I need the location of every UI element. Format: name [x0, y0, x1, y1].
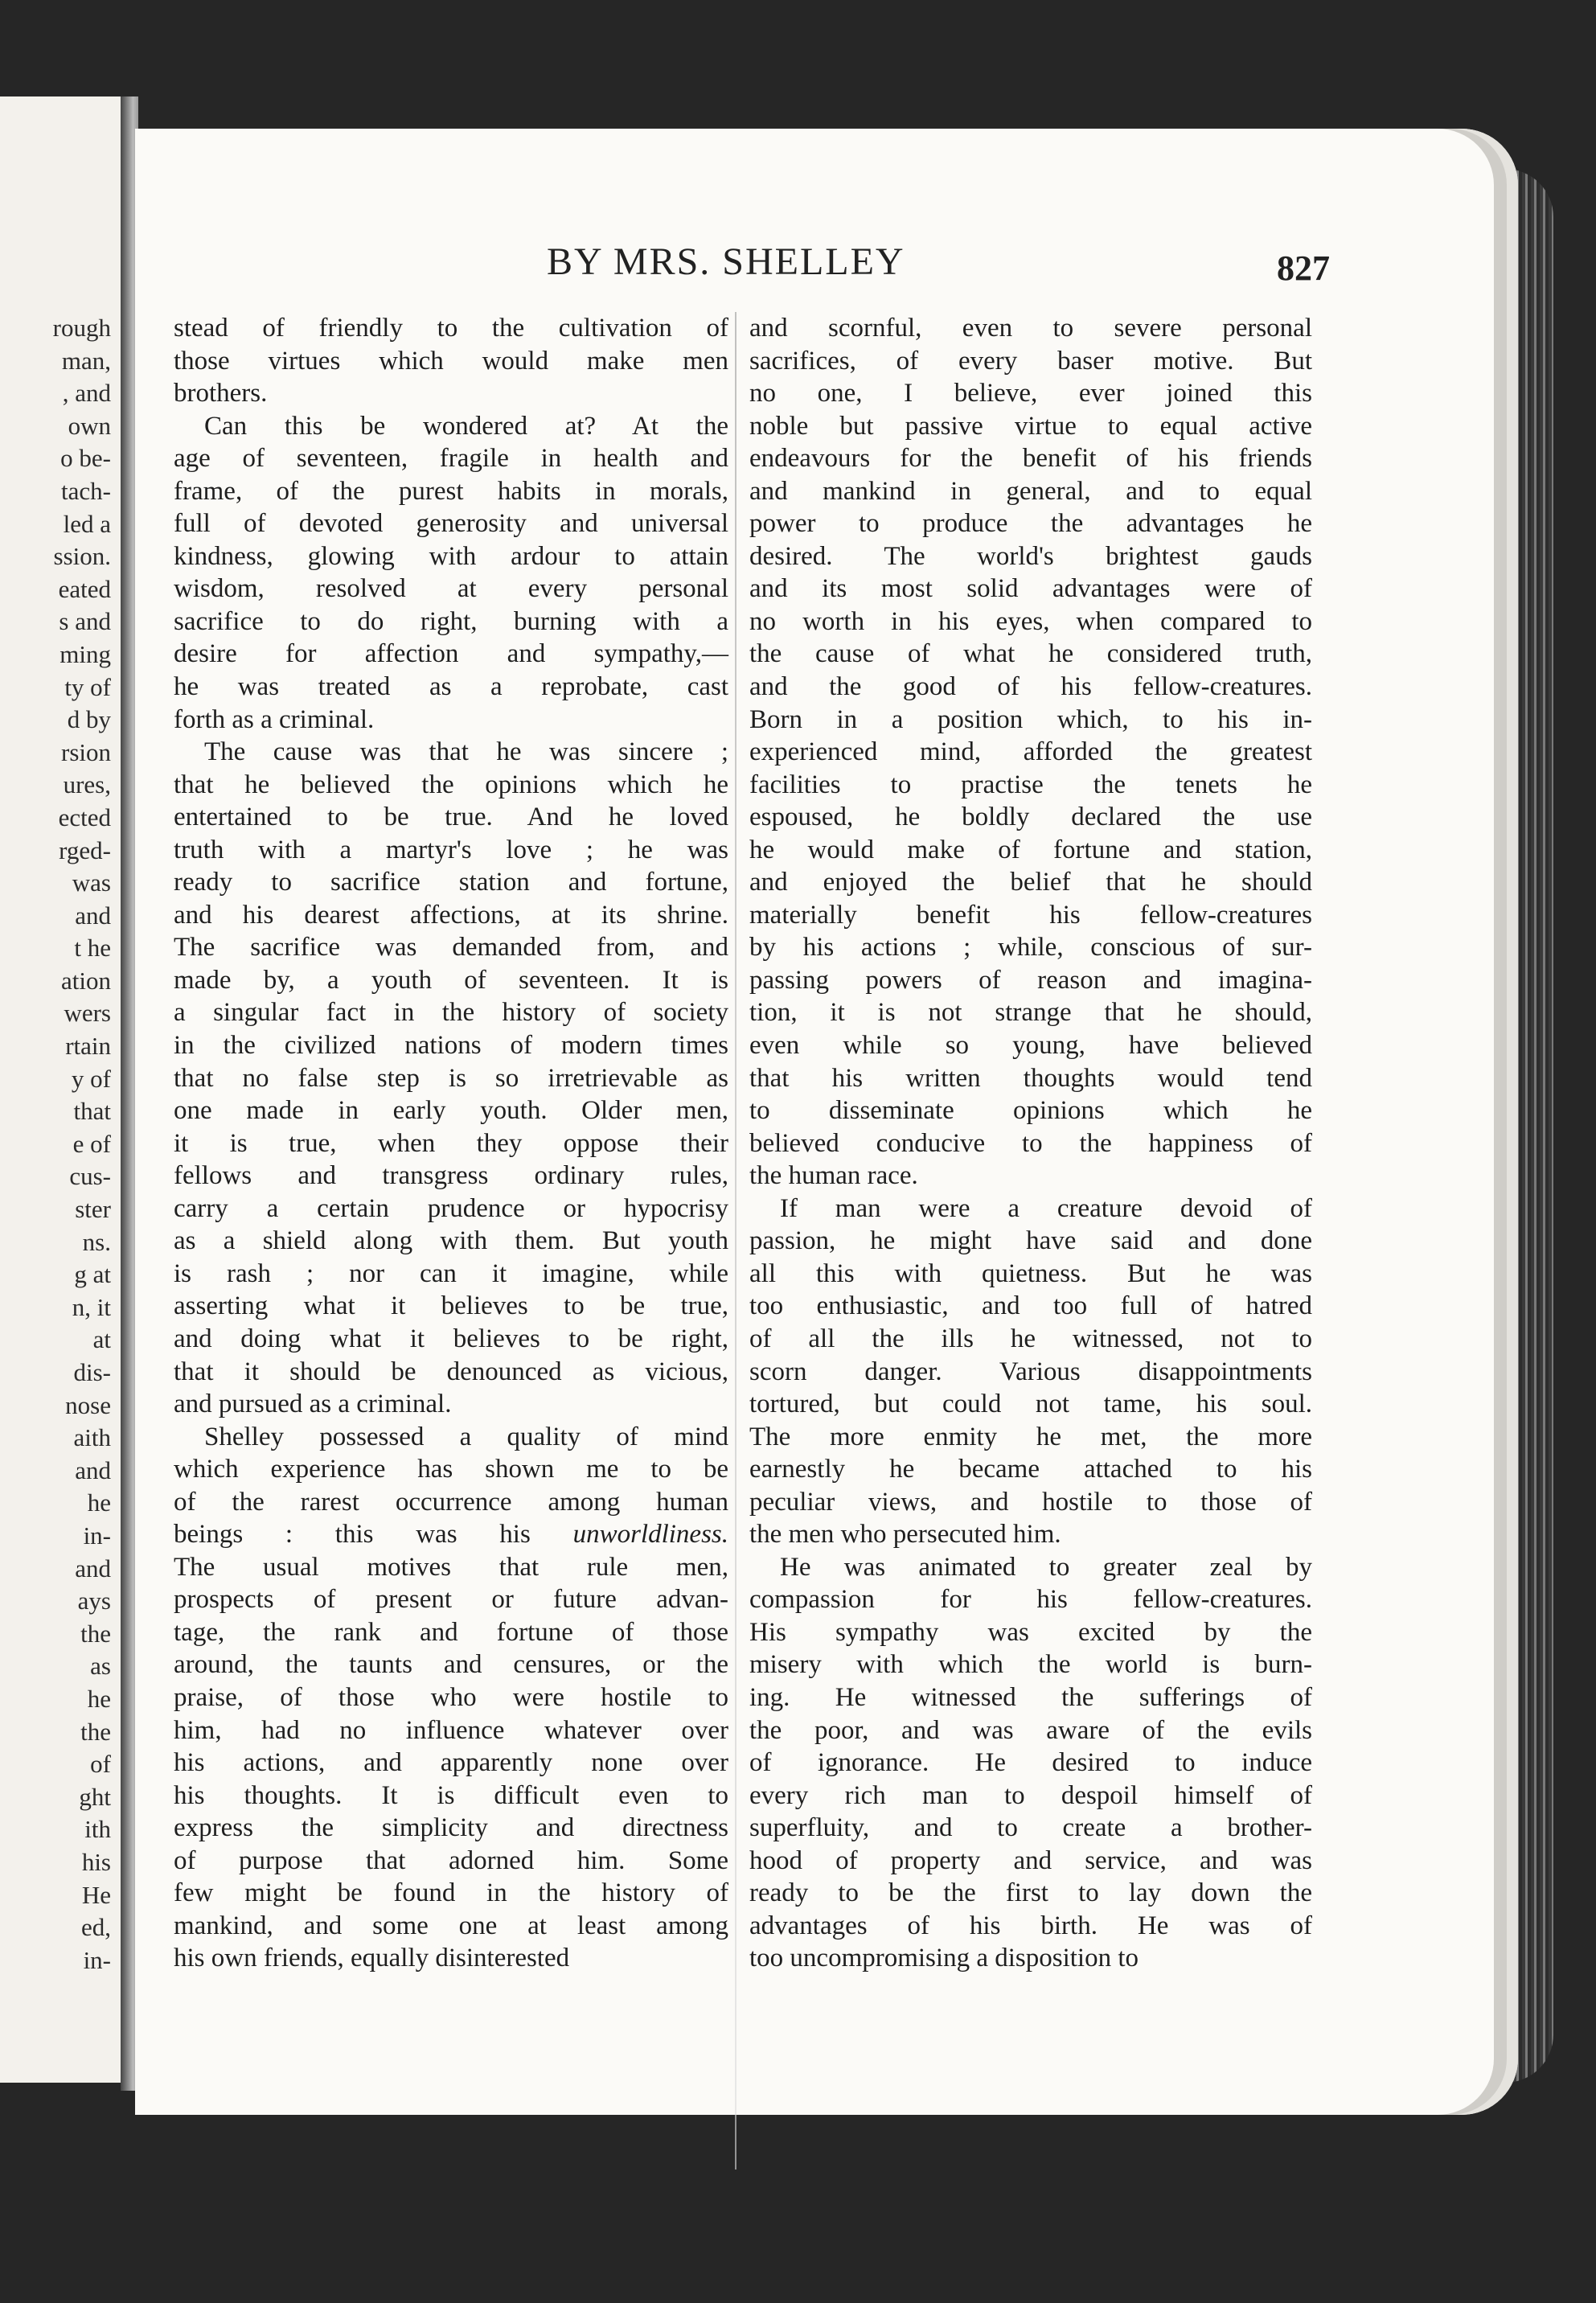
text-line-content: that his written thoughts would tend: [749, 1063, 1312, 1093]
text-line: [749, 638, 1312, 671]
text-line-content: the poor, and was aware of the evils: [749, 1715, 1312, 1745]
text-line-content: believed conducive to the happiness of: [749, 1128, 1312, 1158]
text-line: [174, 1616, 728, 1649]
text-line: [174, 1160, 728, 1193]
text-line-content: He was animated to greater zeal by: [780, 1552, 1312, 1582]
facing-page-line: that: [73, 1097, 111, 1126]
text-line-content: too enthusiastic, and too full of hatred: [749, 1291, 1312, 1321]
facing-page-line: ed,: [80, 1913, 111, 1942]
facing-page-line: ation: [61, 966, 111, 995]
text-line: [749, 1518, 1312, 1551]
facing-page-line: d by: [67, 705, 111, 734]
text-line: [174, 866, 728, 899]
text-line: [749, 834, 1312, 867]
text-line-content: and its most solid advantages were of: [749, 574, 1312, 604]
facing-page-line: nose: [65, 1390, 111, 1419]
text-line-content: and his dearest affections, at its shrine.: [174, 900, 728, 930]
facing-page-line: the: [80, 1717, 111, 1746]
text-line: [174, 1714, 728, 1747]
text-line-content: The more enmity he met, the more: [749, 1422, 1312, 1451]
text-line: [749, 540, 1312, 573]
text-line: [749, 1648, 1312, 1681]
text-line-content: experienced mind, afforded the greatest: [749, 737, 1312, 767]
facing-page-line: and: [75, 1455, 111, 1484]
text-line: [749, 1160, 1312, 1193]
text-line: [749, 1714, 1312, 1747]
text-line: [174, 769, 728, 802]
text-line-content: the men who persecuted him.: [749, 1520, 1061, 1550]
text-line: [174, 931, 728, 964]
text-line: [174, 475, 728, 508]
text-line-content: fellows and transgress ordinary rules,: [174, 1161, 728, 1191]
text-line: [749, 1323, 1312, 1356]
text-line: [174, 1193, 728, 1225]
text-line: [174, 1029, 728, 1062]
text-line-content: sacrifice to do right, burning with a: [174, 606, 728, 636]
text-line: [174, 1780, 728, 1812]
text-line-content: mankind, and some one at least among: [174, 1911, 728, 1940]
text-line: [749, 442, 1312, 475]
text-line-content: tage, the rank and fortune of those: [174, 1617, 728, 1647]
text-line: [749, 1127, 1312, 1160]
text-line: [174, 507, 728, 540]
text-line-content: stead of friendly to the cultivation of: [174, 314, 728, 343]
text-line-content: no worth in his eyes, when compared to: [749, 606, 1312, 636]
text-line: [174, 801, 728, 834]
facing-page-line: rtain: [65, 1032, 111, 1061]
facing-page-line: , and: [62, 379, 111, 408]
text-line: [749, 1877, 1312, 1910]
text-line-content: made by, a youth of seventeen. It is: [174, 965, 728, 995]
text-line-content: his own friends, equally disinterested: [174, 1944, 570, 1973]
facing-page-line: eated: [58, 574, 111, 603]
text-line-content: tortured, but could not tame, his soul.: [749, 1390, 1312, 1419]
italic-word: unworldliness.: [572, 1520, 729, 1550]
text-line-content: passing powers of reason and imagina-: [749, 965, 1312, 995]
text-line-content: and scornful, even to severe personal: [749, 314, 1312, 343]
text-line-content: truth with a martyr's love ; he was: [174, 835, 728, 864]
text-line: [174, 573, 728, 606]
facing-page-line: ures,: [63, 770, 111, 799]
text-line-content: misery with which the world is burn-: [749, 1650, 1312, 1680]
facing-page-line: y of: [71, 1064, 111, 1093]
text-line: [749, 1388, 1312, 1421]
text-line-content: prospects of present or future advan-: [174, 1585, 728, 1615]
text-line-content: of the rarest occurrence among human: [174, 1487, 728, 1517]
text-line: [749, 736, 1312, 769]
text-line: [174, 834, 728, 867]
text-line-content: His sympathy was excited by the: [749, 1617, 1312, 1647]
facing-page-line: rged-: [59, 835, 111, 864]
text-line: [749, 769, 1312, 802]
text-line-content: noble but passive virtue to equal active: [749, 411, 1312, 441]
text-line: [174, 638, 728, 671]
text-line: [749, 507, 1312, 540]
book-page: [135, 129, 1518, 2115]
text-line: [174, 964, 728, 997]
text-line: [749, 1747, 1312, 1780]
text-line-content: that he believed the opinions which he: [174, 770, 728, 799]
text-line-content: If man were a creature devoid of: [780, 1193, 1312, 1223]
facing-page-line: wers: [64, 999, 111, 1028]
facing-page-line: ght: [79, 1782, 111, 1811]
text-line-content: around, the taunts and censures, or the: [174, 1650, 728, 1680]
text-line-content: age of seventeen, fragile in health and: [174, 444, 728, 474]
text-line: [749, 1258, 1312, 1291]
text-line-content: it is true, when they oppose their: [174, 1128, 728, 1158]
text-line-content: brothers.: [174, 379, 268, 408]
facing-page-line: of: [90, 1750, 111, 1779]
text-line-content: and mankind in general, and to equal: [749, 476, 1312, 506]
text-line-content: materially benefit his fellow-creatures: [749, 900, 1312, 930]
text-line-content: him, had no influence whatever over: [174, 1715, 728, 1745]
text-line: [174, 377, 728, 410]
facing-page-line: rough: [52, 314, 111, 342]
text-line: [749, 1616, 1312, 1649]
text-line: [174, 736, 728, 769]
text-line: [174, 1681, 728, 1714]
text-line: [174, 606, 728, 638]
text-line-content: desire for affection and sympathy,—: [174, 639, 728, 669]
text-line: [749, 1290, 1312, 1323]
text-line-content: and the good of his fellow-creatures.: [749, 672, 1312, 702]
text-line: [749, 866, 1312, 899]
facing-page-line: ssion.: [53, 542, 111, 571]
text-line: [174, 540, 728, 573]
text-line-content: as a shield along with them. But youth: [174, 1226, 728, 1256]
facing-page-line: ith: [84, 1815, 111, 1844]
facing-page-line: as: [90, 1652, 111, 1681]
text-line-content: superfluity, and to create a brother-: [749, 1813, 1312, 1843]
facing-page-text: [53, 312, 111, 1977]
text-line-content: all this with quietness. But he was: [749, 1258, 1312, 1288]
facing-page-line: man,: [61, 346, 111, 375]
text-line: [749, 996, 1312, 1029]
text-line-content: wisdom, resolved at every personal: [174, 574, 728, 604]
text-line: [749, 1681, 1312, 1714]
facing-page-line: rsion: [61, 737, 111, 766]
text-line-content: of ignorance. He desired to induce: [749, 1748, 1312, 1778]
facing-page-line: ming: [59, 639, 111, 668]
text-line-content: and doing what it believes to be right,: [174, 1324, 728, 1353]
text-line: [749, 1094, 1312, 1127]
text-line-content: he would make of fortune and station,: [749, 835, 1312, 864]
text-line-content: power to produce the advantages he: [749, 509, 1312, 539]
text-line: [749, 899, 1312, 932]
text-line: [749, 1845, 1312, 1878]
text-line: [749, 410, 1312, 443]
text-line: [174, 704, 728, 737]
text-line: [174, 671, 728, 704]
facing-page-line: and: [75, 1554, 111, 1583]
text-line: [174, 1356, 728, 1389]
facing-page-line: he: [87, 1488, 111, 1517]
text-line: [749, 1062, 1312, 1095]
text-line-content: facilities to practise the tenets he: [749, 770, 1312, 799]
text-line: [174, 1323, 728, 1356]
text-line: [749, 1225, 1312, 1258]
text-line-content: praise, of those who were hostile to: [174, 1682, 728, 1712]
text-line: [174, 345, 728, 378]
text-line-content: forth as a criminal.: [174, 704, 375, 734]
text-line-content: sacrifices, of every baser motive. But: [749, 346, 1312, 376]
text-line-content: carry a certain prudence or hypocrisy: [174, 1193, 728, 1223]
facing-page-line: n, it: [72, 1292, 111, 1321]
facing-page-line: ster: [75, 1195, 111, 1224]
facing-page-line: and: [75, 901, 111, 930]
text-line: [749, 1551, 1312, 1584]
text-line: [749, 704, 1312, 737]
text-line-content: The usual motives that rule men,: [174, 1552, 728, 1582]
text-line: [174, 1942, 728, 1975]
text-line: [174, 1094, 728, 1127]
text-line-content: that no false step is so irretrievable as: [174, 1063, 728, 1093]
text-line-content: in the civilized nations of modern times: [174, 1031, 728, 1061]
text-line-content: Born in a position which, to his in-: [749, 704, 1312, 734]
text-line-content: endeavours for the benefit of his friends: [749, 444, 1312, 474]
text-column-left: [174, 312, 728, 1975]
facing-page-line: was: [72, 868, 111, 897]
text-line-content: too uncompromising a disposition to: [749, 1944, 1139, 1973]
text-line: [174, 996, 728, 1029]
facing-page-line: e of: [72, 1129, 111, 1158]
text-line-content: of all the ills he witnessed, not to: [749, 1324, 1312, 1353]
text-line: [749, 312, 1312, 345]
text-line-content: of purpose that adorned him. Some: [174, 1845, 728, 1875]
text-line: [749, 964, 1312, 997]
text-line: [749, 1356, 1312, 1389]
text-line-content: passion, he might have said and done: [749, 1226, 1312, 1256]
facing-page-line: in-: [83, 1945, 111, 1974]
text-line-content: ready to be the first to lay down the: [749, 1878, 1312, 1908]
facing-page-line: ays: [77, 1587, 111, 1615]
text-line-content: the human race.: [749, 1161, 918, 1191]
text-line: [174, 1648, 728, 1681]
facing-page-line: ected: [58, 803, 111, 831]
running-head-title: BY MRS. SHELLEY: [547, 240, 905, 283]
facing-page-line: tach-: [61, 476, 111, 505]
facing-page-line: s and: [59, 607, 111, 636]
text-line: [174, 899, 728, 932]
text-line-content: The sacrifice was demanded from, and: [174, 933, 728, 963]
text-line-content: which experience has shown me to be: [174, 1455, 728, 1484]
facing-page-line: t he: [74, 934, 111, 963]
text-line: [174, 1290, 728, 1323]
text-line: [749, 1453, 1312, 1486]
text-line: [174, 1551, 728, 1584]
text-line-content: Shelley possessed a quality of mind: [204, 1422, 728, 1451]
text-line-content: his thoughts. It is difficult even to: [174, 1780, 728, 1810]
text-line-content: those virtues which would make men: [174, 346, 728, 376]
text-line-content: full of devoted generosity and universal: [174, 509, 728, 539]
facing-page-line: He: [81, 1880, 111, 1909]
facing-page-line: in-: [83, 1521, 111, 1550]
text-line-content: one made in early youth. Older men,: [174, 1096, 728, 1126]
text-line: [174, 1845, 728, 1878]
facing-page-line: he: [87, 1684, 111, 1713]
text-line-content: frame, of the purest habits in morals,: [174, 476, 728, 506]
text-line: [174, 1812, 728, 1845]
text-line-content: Can this be wondered at? At the: [204, 411, 728, 441]
text-line-content: and pursued as a criminal.: [174, 1390, 452, 1419]
text-line: [749, 1029, 1312, 1062]
column-rule: [735, 312, 736, 2170]
text-line: [174, 1747, 728, 1780]
text-line: [749, 1780, 1312, 1812]
text-line: [749, 573, 1312, 606]
text-line-content: hood of property and service, and was: [749, 1845, 1312, 1875]
text-line-content: a singular fact in the history of society: [174, 998, 728, 1028]
facing-page-line: own: [68, 411, 111, 440]
text-line: [174, 1388, 728, 1421]
text-line-content: no one, I believe, ever joined this: [749, 379, 1312, 408]
text-line: [174, 1910, 728, 1943]
text-line-content: the cause of what he considered truth,: [749, 639, 1312, 669]
text-line-content: every rich man to despoil himself of: [749, 1780, 1312, 1810]
text-line-content: ready to sacrifice station and fortune,: [174, 868, 728, 897]
text-line-content: desired. The world's brightest gauds: [749, 541, 1312, 571]
text-line: [749, 475, 1312, 508]
text-line: [174, 1062, 728, 1095]
text-column-right: [749, 312, 1312, 1975]
text-line-content: espoused, he boldly declared the use: [749, 803, 1312, 832]
text-line-content: beings : this was his: [174, 1520, 531, 1550]
text-line: [749, 1193, 1312, 1225]
text-line-content: is rash ; nor can it imagine, while: [174, 1258, 728, 1288]
facing-page-line: o be-: [60, 444, 111, 473]
text-line: [174, 1258, 728, 1291]
facing-page-line: led a: [63, 509, 111, 538]
text-line: [174, 1877, 728, 1910]
page-number: 827: [1277, 248, 1330, 288]
text-line-content: advantages of his birth. He was of: [749, 1911, 1312, 1940]
text-line-content: he was treated as a reprobate, cast: [174, 672, 728, 702]
text-line: [174, 1127, 728, 1160]
text-line: [749, 1583, 1312, 1616]
text-line: [749, 931, 1312, 964]
text-line-content: his actions, and apparently none over: [174, 1748, 728, 1778]
text-line-content: peculiar views, and hostile to those of: [749, 1487, 1312, 1517]
text-line-content: kindness, glowing with ardour to attain: [174, 541, 728, 571]
facing-page-fragment: [0, 96, 125, 2083]
text-line: [749, 345, 1312, 378]
text-line: [749, 801, 1312, 834]
text-line-content: compassion for his fellow-creatures.: [749, 1585, 1312, 1615]
facing-page-line: dis-: [73, 1358, 111, 1386]
text-line-content: few might be found in the history of: [174, 1878, 728, 1908]
text-line: [749, 377, 1312, 410]
text-line: [749, 1910, 1312, 1943]
text-line: [174, 1583, 728, 1616]
text-line: [749, 1486, 1312, 1519]
text-line-content: that it should be denounced as vicious,: [174, 1357, 728, 1386]
text-line: [749, 1942, 1312, 1975]
text-line: [174, 1453, 728, 1486]
facing-page-line: cus-: [69, 1162, 111, 1191]
text-line: [174, 1225, 728, 1258]
text-line-content: by his actions ; while, conscious of sur-: [749, 933, 1312, 963]
facing-page-line: the: [80, 1619, 111, 1648]
text-line: [174, 1486, 728, 1519]
text-line-content: to disseminate opinions which he: [749, 1096, 1312, 1126]
text-line: [749, 606, 1312, 638]
text-line-content: earnestly he became attached to his: [749, 1455, 1312, 1484]
facing-page-line: ns.: [82, 1227, 111, 1256]
text-line: [174, 1421, 728, 1454]
facing-page-line: at: [92, 1325, 111, 1354]
facing-page-line: ty of: [64, 672, 111, 701]
text-line-content: entertained to be true. And he loved: [174, 803, 728, 832]
facing-page-line: g at: [74, 1260, 111, 1289]
text-line-content: even while so young, have believed: [749, 1031, 1312, 1061]
text-line-content: tion, it is not strange that he should,: [749, 998, 1312, 1028]
text-line-content: express the simplicity and directness: [174, 1813, 728, 1843]
text-line: [749, 1812, 1312, 1845]
text-line: [749, 1421, 1312, 1454]
text-line-content: The cause was that he was sincere ;: [204, 737, 728, 767]
text-line: [749, 671, 1312, 704]
facing-page-line: aith: [73, 1423, 111, 1452]
text-line: [174, 1518, 728, 1551]
text-line: [174, 312, 728, 345]
text-line-content: and enjoyed the belief that he should: [749, 868, 1312, 897]
facing-page-line: his: [81, 1847, 111, 1876]
text-line-content: scorn danger. Various disappointments: [749, 1357, 1312, 1386]
text-line-content: asserting what it believes to be true,: [174, 1291, 728, 1321]
text-line: [174, 410, 728, 443]
text-line: [174, 442, 728, 475]
text-line-content: ing. He witnessed the sufferings of: [749, 1682, 1312, 1712]
